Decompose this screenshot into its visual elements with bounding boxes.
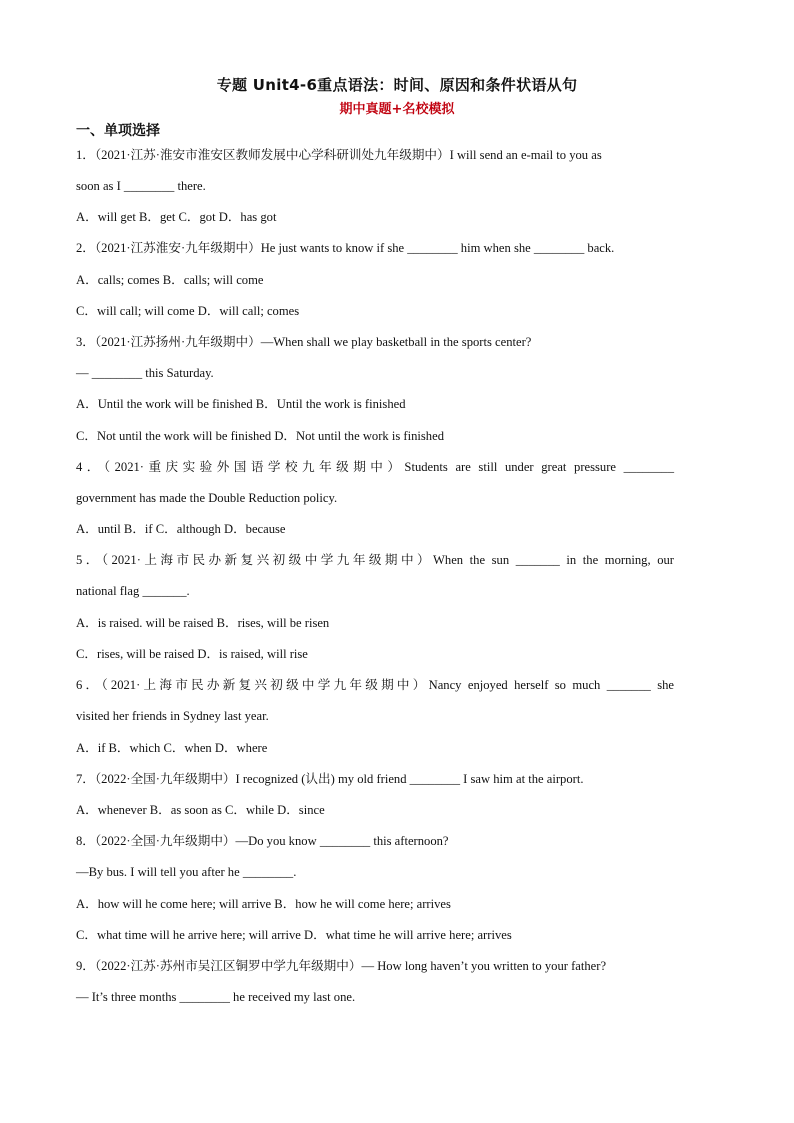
question-5-options-1: A．is raised. will be raised B．rises, will be risen xyxy=(76,616,330,630)
question-1-stem-line-2: soon as I ________ there. xyxy=(76,179,206,193)
question-8-stem-line-1: 8．（2022·全国·九年级期中）—Do you know ________ this afternoon? xyxy=(76,834,449,848)
question-3-stem-line-2: — ________ this Saturday. xyxy=(76,366,214,380)
question-6-stem-line-2: visited her friends in Sydney last year. xyxy=(76,709,269,723)
question-3-stem-line-1: 3．（2021·江苏扬州·九年级期中）—When shall we play basketball in the sports center? xyxy=(76,335,532,349)
question-3-options-2: C．Not until the work will be finished D．Not until the work is finished xyxy=(76,429,444,443)
question-6-stem-line-1: 6．（2021·上海市民办新复兴初级中学九年级期中）Nancy enjoyed herself so much _______ she xyxy=(76,678,674,692)
question-1-stem-line-1: 1．（2021·江苏·淮安市淮安区教师发展中心学科研训处九年级期中）I will send an e-mail to you as xyxy=(76,148,602,162)
question-2-stem-line-1: 2．（2021·江苏淮安·九年级期中）He just wants to know if she ________ him when she ________ back. xyxy=(76,241,615,255)
question-7-stem-line-1: 7．（2022·全国·九年级期中）I recognized (认出) my old friend ________ I saw him at the airport. xyxy=(76,772,584,786)
question-9-stem-line-1: 9．（2022·江苏·苏州市吴江区铜罗中学九年级期中）— How long haven’t you written to your father? xyxy=(76,959,607,973)
question-4-stem-line-1: 4．（2021·重庆实验外国语学校九年级期中）Students are still under great pressure ________ xyxy=(76,460,674,474)
question-7-options: A．whenever B．as soon as C．while D．since xyxy=(76,803,325,817)
question-9-stem-line-2: — It’s three months ________ he received my last one. xyxy=(76,990,356,1004)
question-8-options-2: C．what time will he arrive here; will arrive D．what time he will arrive here; arrives xyxy=(76,928,512,942)
question-2-options-2: C．will call; will come D．will call; comes xyxy=(76,304,300,318)
document-subtitle: 期中真题+名校模拟 xyxy=(339,102,455,117)
question-6-options: A．if B．which C．when D．where xyxy=(76,741,268,755)
section-heading: 一、单项选择 xyxy=(76,123,160,139)
question-2-options-1: A．calls; comes B．calls; will come xyxy=(76,273,264,287)
question-5-stem-line-1: 5．（2021·上海市民办新复兴初级中学九年级期中）When the sun _______ in the morning, our xyxy=(76,553,674,567)
question-5-options-2: C．rises, will be raised D．is raised, will rise xyxy=(76,647,308,661)
question-3-options-1: A．Until the work will be finished B．Until the work is finished xyxy=(76,397,406,411)
question-8-options-1: A．how will he come here; will arrive B．how he will come here; arrives xyxy=(76,897,451,911)
question-4-stem-line-2: government has made the Double Reduction policy. xyxy=(76,491,338,505)
question-1-options: A．will get B．get C．got D．has got xyxy=(76,210,277,224)
question-5-stem-line-2: national flag _______. xyxy=(76,584,190,598)
question-4-options: A．until B．if C．although D．because xyxy=(76,522,286,536)
question-8-stem-line-2: —By bus. I will tell you after he ________. xyxy=(76,865,297,879)
document-title: 专题 Unit4-6重点语法：时间、原因和条件状语从句 xyxy=(216,76,578,94)
